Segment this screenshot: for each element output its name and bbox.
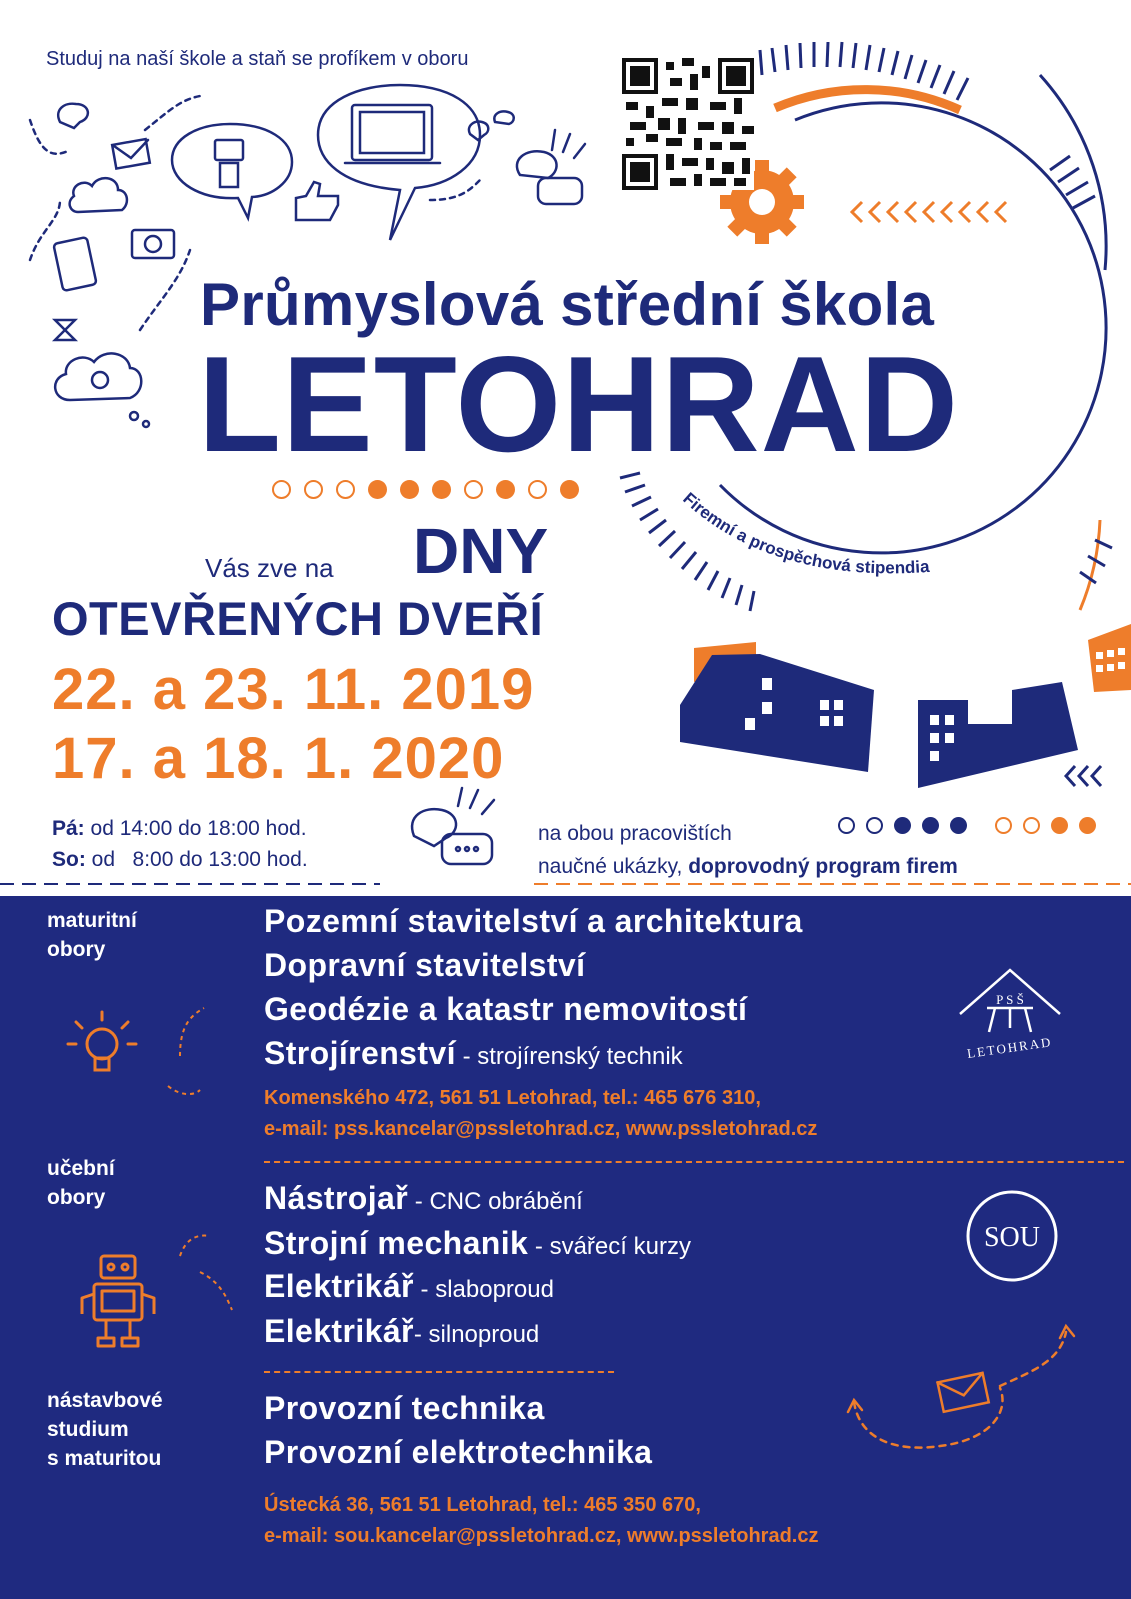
category-label: obory bbox=[47, 938, 106, 961]
programs-section bbox=[0, 896, 1131, 1599]
category-label: maturitní bbox=[47, 909, 137, 932]
event-date-1: 22. a 23. 11. 2019 bbox=[52, 657, 535, 722]
event-title-line2: OTEVŘENÝCH DVEŘÍ bbox=[52, 592, 544, 645]
program-sub: - svářecí kurzy bbox=[528, 1233, 691, 1260]
section-divider bbox=[264, 1371, 614, 1373]
robot-speech-icon bbox=[172, 124, 292, 218]
program-name: Elektrikář bbox=[264, 1313, 414, 1349]
tablet-icon bbox=[53, 237, 96, 291]
logo-text-bottom: LETOHRAD bbox=[966, 1034, 1054, 1061]
category-label: s maturitou bbox=[47, 1447, 162, 1470]
program-sub: - CNC obrábění bbox=[408, 1188, 583, 1215]
program-item: Dopravní stavitelství bbox=[264, 947, 586, 983]
program-item: Pozemní stavitelství a architektura bbox=[264, 903, 803, 939]
program-name: Strojírenství bbox=[264, 1035, 456, 1071]
program-item: Geodézie a katastr nemovitostí bbox=[264, 991, 748, 1027]
event-title-line1: DNY bbox=[413, 515, 549, 587]
hours-time: od 14:00 do 18:00 hod. bbox=[84, 817, 307, 840]
email-icon bbox=[938, 1373, 989, 1412]
note-line-2: naučné ukázky, bbox=[538, 855, 683, 878]
program-item bbox=[264, 1176, 583, 1224]
dot-row bbox=[272, 480, 579, 499]
program-name: Elektrikář bbox=[264, 1268, 414, 1304]
robot-icon bbox=[76, 1246, 166, 1356]
opening-hours bbox=[52, 813, 308, 875]
school-name: Průmyslová střední škola bbox=[200, 271, 935, 338]
logo-text: SOU bbox=[983, 1222, 1041, 1253]
laptop-speech-icon bbox=[318, 85, 480, 240]
svg-text:Firemní a prospěchová stipendi bbox=[679, 489, 930, 577]
note-line-1: na obou pracovištích bbox=[538, 822, 732, 845]
pss-logo bbox=[955, 962, 1065, 1062]
program-item bbox=[264, 1031, 683, 1079]
chat-icon bbox=[517, 130, 585, 204]
city-title: LETOHRAD bbox=[198, 328, 960, 480]
dashed-arrow bbox=[170, 1226, 250, 1326]
category-ucebni bbox=[47, 1154, 115, 1212]
category-label: obory bbox=[47, 1186, 106, 1209]
scholarship-text: Firemní a prospěchová stipendia bbox=[679, 488, 931, 578]
address-line: Ústecká 36, 561 51 Letohrad, tel.: 465 350 670, bbox=[264, 1494, 701, 1516]
tagline: Studuj na naší škole a staň se profíkem v oboru bbox=[46, 48, 469, 70]
hours-day: So: bbox=[52, 848, 86, 871]
program-sub: - silnoproud bbox=[413, 1321, 540, 1348]
lightbulb-icon bbox=[62, 1004, 142, 1084]
address-sou bbox=[264, 1490, 818, 1552]
category-label: učební bbox=[47, 1157, 115, 1180]
category-nastavbove bbox=[47, 1386, 163, 1473]
dashed-arrow bbox=[160, 996, 220, 1106]
address-pss bbox=[264, 1083, 817, 1145]
hourglass-icon bbox=[55, 320, 75, 340]
program-item: Provozní technika bbox=[264, 1390, 545, 1426]
hours-time: od 8:00 do 13:00 hod. bbox=[85, 848, 308, 871]
chat-icon bbox=[58, 104, 88, 128]
scholarship-arc bbox=[640, 470, 1070, 640]
lightbulb-icon bbox=[55, 353, 141, 400]
invite-text: Vás zve na bbox=[205, 553, 334, 583]
note-line-2-bold: doprovodný program firem bbox=[688, 855, 958, 878]
program-sub: - strojírenský technik bbox=[455, 1043, 683, 1070]
program-item bbox=[264, 1264, 554, 1312]
qr-code[interactable] bbox=[622, 58, 754, 190]
email-icon bbox=[112, 139, 150, 169]
program-item bbox=[264, 1309, 539, 1357]
program-item bbox=[264, 1221, 691, 1269]
thumbs-up-icon bbox=[296, 182, 338, 220]
category-label: studium bbox=[47, 1418, 129, 1441]
chat-icon bbox=[412, 788, 494, 864]
program-name: Nástrojař bbox=[264, 1180, 409, 1216]
category-maturitni bbox=[47, 906, 137, 964]
cloud-icon bbox=[70, 178, 127, 212]
program-item: Provozní elektrotechnika bbox=[264, 1434, 653, 1470]
sou-logo bbox=[964, 1188, 1060, 1284]
address-line: Komenského 472, 561 51 Letohrad, tel.: 465 676 310, bbox=[264, 1087, 761, 1109]
section-divider bbox=[264, 1161, 1124, 1163]
logo-text-top: P S Š bbox=[996, 992, 1024, 1007]
event-date-2: 17. a 18. 1. 2020 bbox=[52, 726, 505, 791]
email-web-line[interactable]: e-mail: pss.kancelar@pssletohrad.cz, www.pssletohrad.cz bbox=[264, 1118, 818, 1140]
buildings-illustration bbox=[680, 624, 1131, 788]
program-sub: - slaboproud bbox=[413, 1276, 554, 1303]
camera-icon bbox=[132, 230, 174, 258]
category-label: nástavbové bbox=[47, 1389, 163, 1412]
program-name: Strojní mechanik bbox=[264, 1225, 529, 1261]
hours-day: Pá: bbox=[52, 817, 85, 840]
program-note bbox=[538, 817, 958, 883]
email-web-line[interactable]: e-mail: sou.kancelar@pssletohrad.cz, www.pssletohrad.cz bbox=[264, 1525, 819, 1547]
email-doodle bbox=[840, 1312, 1100, 1462]
